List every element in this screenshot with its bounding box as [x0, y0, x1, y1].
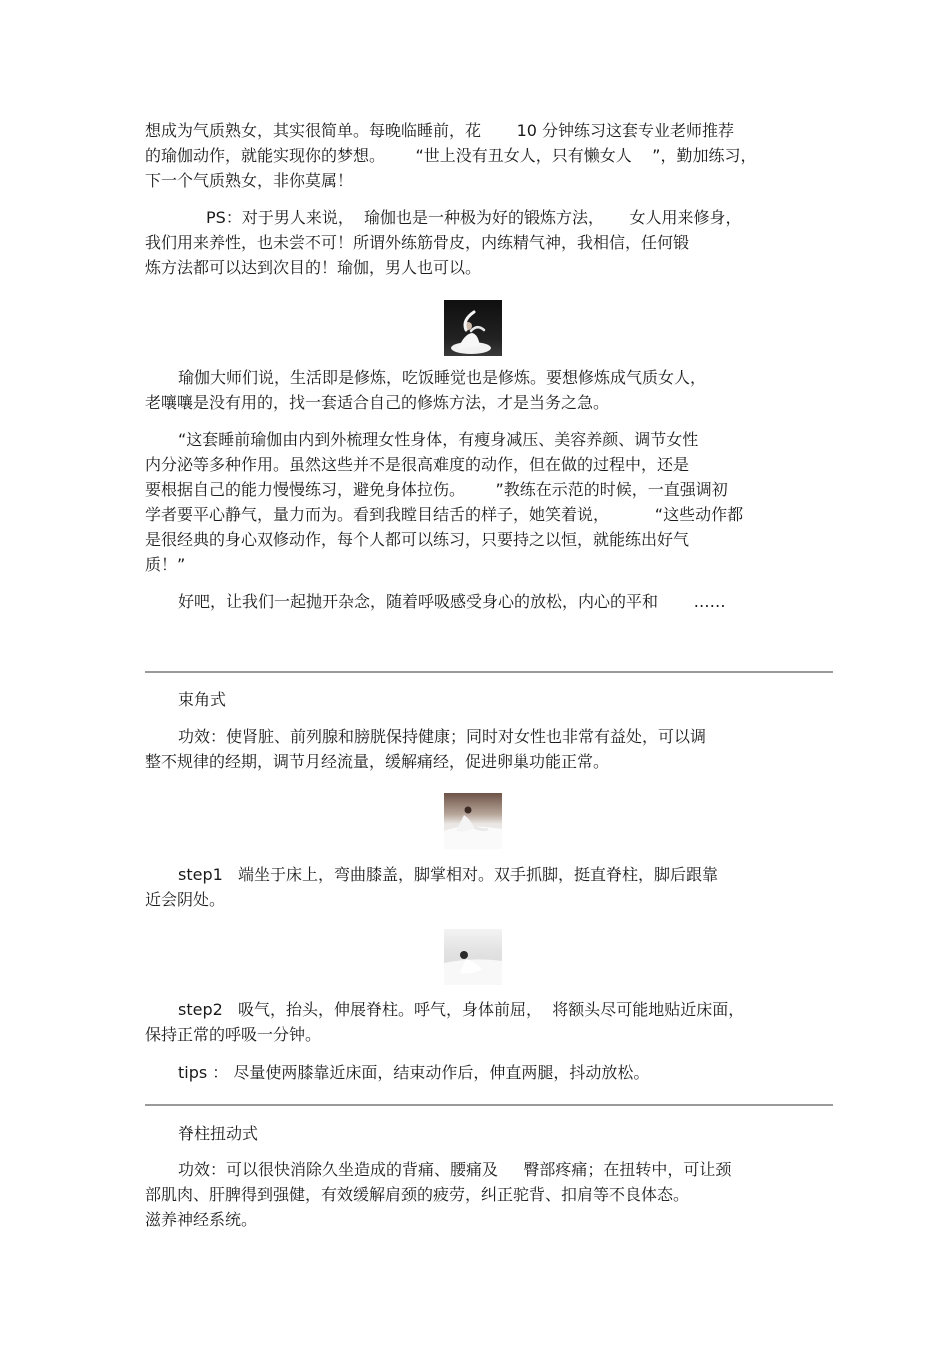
- yoga-photo-1: [444, 300, 502, 356]
- master-line-2: 老嚷嚷是没有用的，找一套适合自己的修炼方法，才是当务之急。: [145, 393, 610, 412]
- quote-line-3: 要根据自己的能力慢慢练习，避免身体拉伤。 ”教练在示范的时候，一直强调初: [145, 480, 728, 499]
- ps-line-2: 我们用来养性，也未尝不可！所谓外练筋骨皮，内练精气神，我相信，任何锻: [145, 233, 690, 252]
- section-divider-1: [145, 671, 833, 673]
- pose1-step2-line-1: step2 吸气，抬头，伸展脊柱。呼气，身体前屈， 将额头尽可能地贴近床面，: [178, 1000, 745, 1019]
- pose1-effect-line-2: 整不规律的经期，调节月经流量，缓解痛经，促进卵巢功能正常。: [145, 752, 610, 771]
- pose2-effect-line-3: 滋养神经系统。: [145, 1210, 258, 1229]
- quote-line-2: 内分泌等多种作用。虽然这些并不是很高难度的动作，但在做的过程中，还是: [145, 455, 690, 474]
- section-divider-2: [145, 1104, 833, 1106]
- quote-line-6: 质！”: [145, 555, 186, 574]
- master-line-1: 瑜伽大师们说，生活即是修炼，吃饭睡觉也是修炼。要想修炼成气质女人，: [178, 368, 707, 387]
- pose1-effect-line-1: 功效：使肾脏、前列腺和膀胱保持健康；同时对女性也非常有益处，可以调: [178, 727, 707, 746]
- intro-line-2: 的瑜伽动作，就能实现你的梦想。 “世上没有丑女人，只有懒女人 ”，勤加练习，: [145, 146, 757, 165]
- pose1-tips: tips ： 尽量使两膝靠近床面，结束动作后，伸直两腿，抖动放松。: [178, 1063, 650, 1082]
- pose2-effect-line-1: 功效：可以很快消除久坐造成的背痛、腰痛及 臀部疼痛；在扭转中，可让颈: [178, 1160, 732, 1179]
- quote-line-5: 是很经典的身心双修动作，每个人都可以练习，只要持之以恒，就能练出好气: [145, 530, 690, 549]
- pose2-effect-line-2: 部肌肉、肝脾得到强健，有效缓解肩颈的疲劳，纠正驼背、扣肩等不良体态。: [145, 1185, 690, 1204]
- ps-line-1: PS：对于男人来说， 瑜伽也是一种极为好的锻炼方法， 女人用来修身，: [145, 208, 742, 227]
- pose2-title: 脊柱扭动式: [178, 1124, 259, 1143]
- pose1-step2-line-2: 保持正常的呼吸一分钟。: [145, 1025, 322, 1044]
- intro-line-1: 想成为气质熟女，其实很简单。每晚临睡前，花 10 分钟练习这套专业老师推荐: [145, 121, 735, 140]
- pose1-step1-line-1: step1 端坐于床上，弯曲膝盖，脚掌相对。双手抓脚，挺直脊柱，脚后跟靠: [178, 865, 719, 884]
- yoga-photo-2: [444, 793, 502, 849]
- quote-line-1: “这套睡前瑜伽由内到外梳理女性身体，有瘦身减压、美容养颜、调节女性: [178, 430, 699, 449]
- pose1-title: 束角式: [178, 690, 227, 709]
- quote-line-4: 学者要平心静气，量力而为。看到我瞠目结舌的样子，她笑着说， “这些动作都: [145, 505, 744, 524]
- letgo-line: 好吧，让我们一起抛开杂念，随着呼吸感受身心的放松，内心的平和 ……: [178, 592, 726, 611]
- pose1-step1-line-2: 近会阴处。: [145, 890, 226, 909]
- yoga-photo-3: [444, 929, 502, 985]
- ps-line-3: 炼方法都可以达到次目的！瑜伽，男人也可以。: [145, 258, 482, 277]
- intro-line-3: 下一个气质熟女，非你莫属！: [145, 171, 354, 190]
